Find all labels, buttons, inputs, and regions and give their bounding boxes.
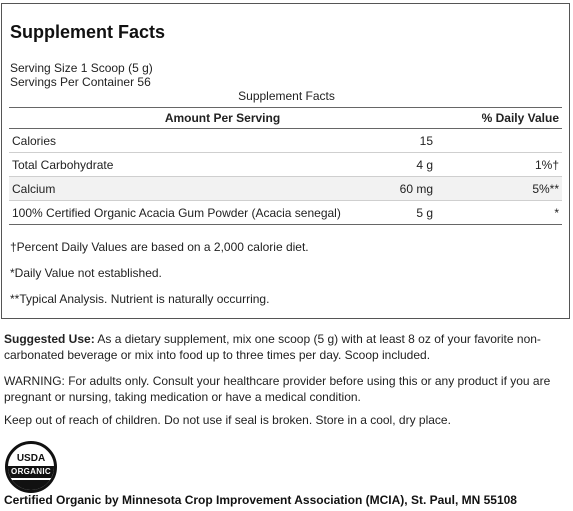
warning-label: WARNING: — [4, 374, 65, 388]
table-row — [9, 129, 562, 153]
usda-seal-band: ORGANIC — [8, 466, 54, 478]
suggested-use-text: As a dietary supplement, mix one scoop (5 g) with at least 8 oz of your favorite non-carbonated beverage or mix into food up to three times per day. Scoop included. — [4, 332, 541, 362]
usda-organic-seal — [5, 441, 57, 493]
servings-per-container: Servings Per Container 56 — [10, 75, 151, 89]
nutrient-name: Calcium — [9, 177, 355, 201]
footnote-dv-not-established: *Daily Value not established. — [10, 266, 162, 280]
nutrient-dv: * — [436, 201, 562, 225]
footnote-calorie-diet: †Percent Daily Values are based on a 2,000 calorie diet. — [10, 240, 309, 254]
nutrient-name: Total Carbohydrate — [9, 153, 355, 177]
suggested-use-label: Suggested Use: — [4, 332, 95, 346]
table-row — [9, 201, 562, 225]
usda-seal-base — [8, 480, 54, 490]
nutrient-dv: 5%** — [436, 177, 562, 201]
table-row — [9, 177, 562, 201]
facts-table — [9, 107, 562, 225]
nutrient-amount: 5 g — [355, 201, 436, 225]
table-row — [9, 153, 562, 177]
nutrient-dv — [436, 129, 562, 153]
table-header-row — [9, 108, 562, 129]
warning-text: For adults only. Consult your healthcare provider before using this or any product if you are pregnant or nursing, taking medication or have a medical condition. — [4, 374, 551, 404]
nutrient-name: Calories — [9, 129, 355, 153]
nutrient-amount: 4 g — [355, 153, 436, 177]
suggested-use — [4, 331, 564, 363]
usda-seal-top: USDA — [16, 453, 46, 464]
nutrient-name: 100% Certified Organic Acacia Gum Powder (Acacia senegal) — [9, 201, 355, 225]
daily-value-header: % Daily Value — [436, 108, 562, 129]
keep-out-notice: Keep out of reach of children. Do not use if seal is broken. Store in a cool, dry place. — [4, 413, 451, 427]
serving-size: Serving Size 1 Scoop (5 g) — [10, 61, 153, 75]
warning — [4, 373, 564, 405]
nutrient-amount: 15 — [355, 129, 436, 153]
facts-title: Supplement Facts — [10, 22, 166, 42]
nutrient-dv: 1%† — [436, 153, 562, 177]
nutrient-amount: 60 mg — [355, 177, 436, 201]
table-caption: Supplement Facts — [238, 89, 335, 103]
amount-per-serving-header: Amount Per Serving — [9, 108, 436, 129]
certification-statement: Certified Organic by Minnesota Crop Improvement Association (MCIA), St. Paul, MN 55108 — [4, 493, 517, 507]
footnote-typical-analysis: **Typical Analysis. Nutrient is naturally occurring. — [10, 292, 270, 306]
